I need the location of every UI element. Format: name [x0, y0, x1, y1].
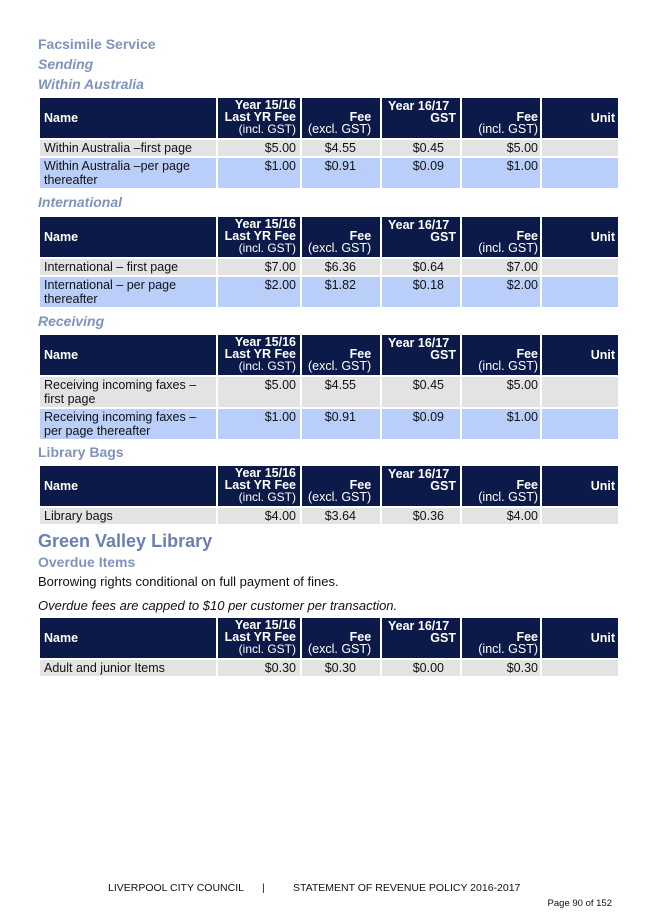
cell-name: Receiving incoming faxes –per page thereafter: [40, 409, 216, 439]
header-name-cell: [40, 217, 216, 257]
header-incl-gst-2: (incl. GST): [478, 359, 538, 373]
header-unit: Unit: [590, 230, 615, 244]
header-fee-excl: Fee: [349, 229, 372, 243]
cell-unit: [542, 508, 618, 524]
cell-gst: $0.18: [382, 277, 460, 307]
cell-fee-excl-gst: $6.36: [302, 259, 380, 275]
cell-fee-excl-gst: $1.82: [302, 277, 380, 307]
cell-name: International – first page: [40, 259, 216, 275]
table-row: [40, 377, 618, 407]
cell-fee-excl-gst: $0.30: [302, 660, 380, 676]
cell-gst: $0.36: [382, 508, 460, 524]
header-name: Name: [44, 631, 79, 645]
header-unit: Unit: [590, 111, 615, 125]
cell-fee-incl-gst: $2.00: [462, 277, 540, 307]
cell-unit: [542, 277, 618, 307]
cell-last-yr-fee: $7.00: [218, 259, 300, 275]
header-fee-excl-cell: [302, 618, 380, 658]
header-last-yr-fee: Last YR Fee: [224, 630, 296, 644]
header-unit-cell: [542, 618, 618, 658]
cell-last-yr-fee: $1.00: [218, 158, 300, 188]
header-year-15-16: Year 15/16: [234, 335, 296, 349]
header-fee-excl: Fee: [349, 478, 372, 492]
header-name-cell: [40, 618, 216, 658]
cell-fee-incl-gst: $7.00: [462, 259, 540, 275]
heading-overdue-items: Overdue Items: [38, 554, 136, 570]
header-gst-cell: [382, 618, 460, 658]
header-gst: GST: [430, 479, 456, 493]
header-gst: GST: [430, 348, 456, 362]
cell-fee-excl-gst: $3.64: [302, 508, 380, 524]
header-incl-gst: (incl. GST): [238, 490, 296, 504]
header-unit-cell: [542, 98, 618, 138]
header-fee-excl-cell: [302, 335, 380, 375]
table-header-row: [40, 618, 618, 658]
header-year-15-16: Year 15/16: [234, 217, 296, 231]
header-name-cell: [40, 335, 216, 375]
table-row: [40, 277, 618, 307]
header-unit-cell: [542, 466, 618, 506]
table-row: [40, 508, 618, 524]
cell-last-yr-fee: $1.00: [218, 409, 300, 439]
header-fee-incl: Fee: [516, 630, 538, 644]
header-fee-incl-cell: [462, 618, 540, 658]
cell-fee-incl-gst: $5.00: [462, 140, 540, 156]
header-unit: Unit: [590, 479, 615, 493]
header-incl-gst: (incl. GST): [238, 122, 296, 136]
header-name: Name: [44, 479, 79, 493]
heading-facsimile-service: Facsimile Service: [38, 36, 156, 52]
header-unit: Unit: [590, 348, 615, 362]
header-last-yr-fee: Last YR Fee: [224, 110, 296, 124]
cell-fee-excl-gst: $4.55: [302, 140, 380, 156]
header-gst-cell: [382, 466, 460, 506]
cell-fee-incl-gst: $1.00: [462, 158, 540, 188]
header-incl-gst: (incl. GST): [238, 359, 296, 373]
cell-unit: [542, 140, 618, 156]
cell-unit: [542, 158, 618, 188]
header-fee-excl-cell: [302, 466, 380, 506]
header-last-year-cell: [218, 98, 300, 138]
header-gst: GST: [430, 111, 456, 125]
header-year-15-16: Year 15/16: [234, 618, 296, 632]
header-last-year-cell: [218, 618, 300, 658]
cell-fee-incl-gst: $4.00: [462, 508, 540, 524]
header-year-16-17: Year 16/17: [388, 619, 450, 633]
cell-fee-excl-gst: $0.91: [302, 409, 380, 439]
cell-gst: $0.64: [382, 259, 460, 275]
header-fee-incl: Fee: [516, 478, 538, 492]
cell-gst: $0.45: [382, 140, 460, 156]
fee-table-overdue-items: [38, 616, 620, 678]
header-excl-gst: (excl. GST): [308, 122, 372, 136]
header-year-16-17: Year 16/17: [388, 99, 450, 113]
heading-sending: Sending: [38, 56, 94, 72]
header-incl-gst: (incl. GST): [238, 241, 296, 255]
header-unit-cell: [542, 217, 618, 257]
header-fee-incl-cell: [462, 335, 540, 375]
heading-green-valley-library: Green Valley Library: [38, 531, 213, 551]
header-fee-incl: Fee: [516, 347, 538, 361]
header-last-yr-fee: Last YR Fee: [224, 347, 296, 361]
cell-fee-incl-gst: $5.00: [462, 377, 540, 407]
cell-name: Library bags: [40, 508, 216, 524]
header-excl-gst: (excl. GST): [308, 490, 372, 504]
header-name: Name: [44, 230, 79, 244]
header-excl-gst: (excl. GST): [308, 241, 372, 255]
header-name: Name: [44, 111, 79, 125]
footer-council: LIVERPOOL CITY COUNCIL: [108, 882, 244, 894]
header-fee-incl: Fee: [516, 110, 538, 124]
heading-within-australia: Within Australia: [38, 76, 144, 92]
cell-name: Within Australia –per page thereafter: [40, 158, 216, 188]
header-gst-cell: [382, 335, 460, 375]
fee-table-international: [38, 215, 620, 309]
table-row: [40, 158, 618, 188]
cell-name: Receiving incoming faxes –first page: [40, 377, 216, 407]
header-incl-gst-2: (incl. GST): [478, 122, 538, 136]
cell-last-yr-fee: $2.00: [218, 277, 300, 307]
heading-international: International: [38, 194, 123, 210]
page-number: Page 90 of 152: [547, 898, 612, 909]
header-year-16-17: Year 16/17: [388, 336, 450, 350]
header-unit-cell: [542, 335, 618, 375]
header-last-year-cell: [218, 217, 300, 257]
fee-table-library-bags: [38, 464, 620, 526]
cell-fee-excl-gst: $4.55: [302, 377, 380, 407]
header-excl-gst: (excl. GST): [308, 359, 372, 373]
fee-table-receiving: [38, 333, 620, 441]
cell-fee-incl-gst: $1.00: [462, 409, 540, 439]
cell-name: Within Australia –first page: [40, 140, 216, 156]
header-unit: Unit: [590, 631, 615, 645]
header-incl-gst-2: (incl. GST): [478, 642, 538, 656]
cell-unit: [542, 259, 618, 275]
header-incl-gst-2: (incl. GST): [478, 241, 538, 255]
header-fee-excl: Fee: [349, 347, 372, 361]
cell-last-yr-fee: $0.30: [218, 660, 300, 676]
paragraph-borrowing-rights: Borrowing rights conditional on full payment of fines.: [38, 574, 339, 589]
header-incl-gst: (incl. GST): [238, 642, 296, 656]
table-header-row: [40, 466, 618, 506]
cell-gst: $0.45: [382, 377, 460, 407]
cell-gst: $0.09: [382, 158, 460, 188]
cell-name: Adult and junior Items: [40, 660, 216, 676]
cell-fee-incl-gst: $0.30: [462, 660, 540, 676]
header-fee-excl: Fee: [349, 110, 372, 124]
cell-last-yr-fee: $5.00: [218, 377, 300, 407]
header-year-16-17: Year 16/17: [388, 218, 450, 232]
cell-gst: $0.09: [382, 409, 460, 439]
header-fee-incl: Fee: [516, 229, 538, 243]
header-year-15-16: Year 15/16: [234, 98, 296, 112]
header-fee-excl: Fee: [349, 630, 372, 644]
fee-table-within-australia: [38, 96, 620, 190]
footer-separator: |: [262, 882, 265, 894]
paragraph-overdue-cap: Overdue fees are capped to $10 per customer per transaction.: [38, 598, 398, 613]
table-header-row: [40, 335, 618, 375]
header-last-year-cell: [218, 335, 300, 375]
table-row: [40, 259, 618, 275]
header-last-yr-fee: Last YR Fee: [224, 478, 296, 492]
header-fee-incl-cell: [462, 98, 540, 138]
header-name-cell: [40, 98, 216, 138]
header-last-yr-fee: Last YR Fee: [224, 229, 296, 243]
header-incl-gst-2: (incl. GST): [478, 490, 538, 504]
cell-unit: [542, 660, 618, 676]
cell-last-yr-fee: $4.00: [218, 508, 300, 524]
header-fee-incl-cell: [462, 466, 540, 506]
header-year-15-16: Year 15/16: [234, 466, 296, 480]
cell-last-yr-fee: $5.00: [218, 140, 300, 156]
cell-gst: $0.00: [382, 660, 460, 676]
table-header-row: [40, 217, 618, 257]
table-row: [40, 140, 618, 156]
footer-statement: STATEMENT OF REVENUE POLICY 2016-2017: [293, 882, 521, 894]
header-gst: GST: [430, 230, 456, 244]
cell-unit: [542, 377, 618, 407]
header-name: Name: [44, 348, 79, 362]
heading-library-bags: Library Bags: [38, 444, 124, 460]
table-row: [40, 409, 618, 439]
header-last-year-cell: [218, 466, 300, 506]
header-fee-excl-cell: [302, 217, 380, 257]
header-name-cell: [40, 466, 216, 506]
header-fee-excl-cell: [302, 98, 380, 138]
table-row: [40, 660, 618, 676]
cell-name: International – per page thereafter: [40, 277, 216, 307]
cell-unit: [542, 409, 618, 439]
header-fee-incl-cell: [462, 217, 540, 257]
heading-receiving: Receiving: [38, 313, 105, 329]
cell-fee-excl-gst: $0.91: [302, 158, 380, 188]
header-gst-cell: [382, 217, 460, 257]
header-gst-cell: [382, 98, 460, 138]
table-header-row: [40, 98, 618, 138]
header-gst: GST: [430, 631, 456, 645]
header-excl-gst: (excl. GST): [308, 642, 372, 656]
header-year-16-17: Year 16/17: [388, 467, 450, 481]
